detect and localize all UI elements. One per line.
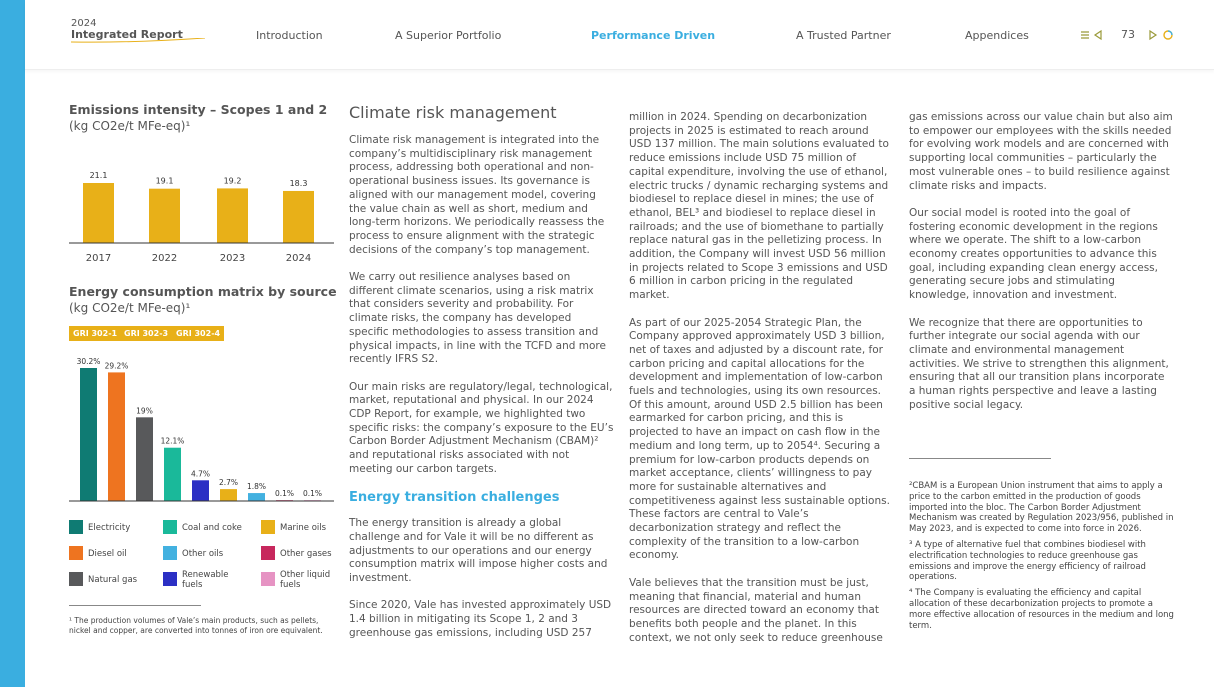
paragraph: Climate risk management is integrated into the company’s multidisciplinary risk management process, addressing both operational and non-operational business issues. Its governance is aligned with our management model, covering the value chain as well as short, medium and long-term horizons. We periodically reassess the process to ensure alignment with the strategic decisions of the company’s top management.: [349, 134, 605, 256]
nav-performance-driven[interactable]: Performance Driven: [591, 29, 716, 42]
paragraph: Our main risks are regulatory/legal, technological, market, reputational and physical. In our 2024 CDP Report, for example, we highlighted two specific risks: the company’s exposure to the EU’s Carbon Border Adjustment Mechanism (CBAM)² and reputational risks associated with not meeting our carbon targets.: [349, 380, 614, 475]
legend-label-other-gases: Other gases: [280, 549, 332, 559]
emissions-intensity-chart: [60, 160, 345, 270]
energy-value-label: 30.2%: [76, 357, 101, 366]
paragraph: As part of our 2025-2054 Strategic Plan, the Company approved approximately USD 3 billion, net of taxes and adjusted by a discount rate, for carbon pricing and capital allocations for the development and implementation of low-carbon fuels and technologies, using its own resources. Of this amount, around USD 2.5 billion has been earmarked for carbon pricing, and this is projected to have an impact on cash flow in the medium and long term, up to 2054⁴. Securing a premium for low-carbon products depends on market acceptance, clients’ willingness to pay more for sustainable alternatives and competitiveness against less sustainable options. These factors are central to Vale’s decarbonization strategy and reflect the complexity of the transition to a low-carbon economy.: [629, 316, 890, 562]
energy-bar-natural-gas: [136, 417, 153, 501]
gri-badge-302-3: GRI 302-3: [120, 326, 172, 341]
paragraph: The energy transition is already a global challenge and for Vale it will be no different as adjustments to our operations and our energy consumption matrix will impose higher costs and investment.: [349, 517, 608, 585]
article-column-3: [909, 111, 1174, 426]
subheading-energy-transition: Energy transition challenges: [349, 490, 560, 506]
legend-label-diesel: Diesel oil: [88, 549, 127, 559]
energy-chart-title: Energy consumption matrix by source: [69, 284, 337, 299]
paragraph: million in 2024. Spending on decarbonization projects in 2025 is estimated to reach around USD 137 million. The main solutions evaluated to reduce emissions include USD 75 million of capital expenditure, involving the use of ethanol, electric trucks / dynamic recharging systems and biodiesel to replace diesel in mines; the use of ethanol, BEL³ and biodiesel to replace diesel in railroads; and the use of biomethane to partially replace natural gas in the pelletizing process. In addition, the Company will invest USD 56 million in projects related to Scope 3 emissions and USD 6 million in carbon pricing in the regulated market.: [629, 111, 889, 302]
nav-superior-portfolio[interactable]: A Superior Portfolio: [395, 29, 502, 42]
legend-swatch-other-gases: [261, 546, 275, 560]
report-name: Integrated Report: [71, 28, 183, 41]
emissions-category-label: 2017: [85, 253, 112, 264]
article-column-2: [629, 111, 894, 659]
energy-value-label: 4.7%: [190, 469, 211, 479]
nav-appendices[interactable]: Appendices: [965, 29, 1029, 42]
legend-label-electricity: Electricity: [88, 523, 131, 533]
legend-swatch-other-liquid: [261, 572, 275, 586]
footnote-divider: [69, 605, 201, 606]
emissions-category-label: 2023: [219, 253, 246, 264]
report-logo[interactable]: [71, 18, 183, 41]
emissions-chart-title: Emissions intensity – Scopes 1 and 2: [69, 102, 328, 117]
gri-badge-302-1: GRI 302-1: [69, 326, 121, 341]
emissions-value-label: 19.1: [155, 176, 174, 186]
legend-swatch-natural-gas: [69, 572, 83, 586]
energy-bar-electricity: [80, 368, 97, 501]
energy-bar-other-oils: [248, 493, 265, 501]
footnote-2: ²CBAM is a European Union instrument that aims to apply a price to the carbon emitted in the production of goods imported into the bloc. The Carbon Border Adjustment Mechanism was created by Regulation 2023/956, published in May 2023, and is expected to come into force in 2026.: [909, 481, 1174, 535]
footnote-divider-right: [909, 458, 1051, 459]
energy-bar-diesel-oil: [108, 372, 125, 501]
menu-icon[interactable]: [1079, 29, 1091, 41]
emissions-bar-2024: [283, 191, 314, 243]
home-icon[interactable]: [1162, 29, 1174, 41]
energy-bar-marine-oils: [220, 489, 237, 501]
energy-value-label: 19%: [136, 406, 153, 416]
legend-swatch-coal: [163, 520, 177, 534]
paragraph: Since 2020, Vale has invested approximately USD 1.4 billion in mitigating its Scope 1, 2 and 3 greenhouse gas emissions, including USD 257: [349, 599, 612, 639]
energy-value-label: 2.7%: [218, 478, 239, 488]
emissions-category-label: 2024: [285, 253, 312, 264]
emissions-category-label: 2022: [151, 253, 178, 264]
gri-badge-302-4: GRI 302-4: [172, 326, 224, 341]
top-navigation-bar: [25, 0, 1214, 70]
emissions-bar-2022: [149, 189, 180, 243]
article-column-1: [349, 103, 614, 654]
emissions-bar-2023: [217, 188, 248, 243]
emissions-value-label: 18.3: [289, 178, 308, 188]
paragraph: Vale believes that the transition must be just, meaning that financial, material and human resources are directed toward an economy that benefits both people and the planet. In this context, we not only seek to reduce greenhouse: [629, 576, 883, 644]
paragraph: We carry out resilience analyses based on different climate scenarios, using a risk matrix that considers severity and probability. For climate risks, the company has developed specific methodologies to assess transition and physical impacts, in line with the TCFD and more recently IFRS S2.: [349, 271, 606, 366]
article-footnotes: [909, 481, 1177, 636]
footnote-1: ¹ The production volumes of Vale’s main products, such as pellets, nickel and copper, are converted into tonnes of iron ore equivalent.: [69, 616, 323, 635]
legend-label-marine-oils: Marine oils: [280, 523, 327, 533]
legend-swatch-diesel: [69, 546, 83, 560]
paragraph: We recognize that there are opportunities to further integrate our social agenda with our climate and environmental management activities. We strive to strengthen this alignment, ensuring that all our transition plans incorporate a human rights perspective and leave a lasting positive social legacy.: [909, 316, 1169, 411]
energy-value-label: 12.1%: [160, 436, 185, 446]
legend-label-coal: Coal and coke: [182, 523, 242, 533]
emissions-chart-subtitle: (kg CO2e/t MFe-eq)¹: [69, 119, 191, 133]
legend-swatch-other-oils: [163, 546, 177, 560]
page-number: 73: [1121, 28, 1135, 41]
nav-introduction[interactable]: Introduction: [256, 29, 323, 42]
legend-label-renewable: Renewable fuels: [182, 570, 229, 590]
emissions-bar-2017: [83, 183, 114, 243]
legend-label-other-liquid: Other liquid fuels: [280, 570, 331, 590]
left-accent-bar: [0, 0, 25, 687]
article-title: Climate risk management: [349, 103, 557, 122]
logo-swoosh-icon: [71, 38, 205, 44]
energy-consumption-chart: [60, 352, 345, 507]
paragraph: gas emissions across our value chain but also aim to empower our employees with the skills needed for evolving work models and are concerned with supporting local communities – particularly the most vulnerable ones – to build resilience against climate risks and impacts.: [909, 111, 1173, 192]
legend-swatch-renewable: [163, 572, 177, 586]
energy-value-label: 1.8%: [246, 482, 267, 492]
previous-page-icon[interactable]: [1092, 29, 1104, 41]
report-year: 2024: [71, 18, 97, 29]
legend-label-natural-gas: Natural gas: [88, 575, 138, 585]
emissions-value-label: 21.1: [89, 171, 108, 180]
paragraph: Our social model is rooted into the goal of fostering economic development in the regions where we operate. The shift to a low-carbon economy creates opportunities to advance this goal, including expanding clean energy access, generating secure jobs and stimulating knowledge, innovation and investment.: [909, 206, 1158, 302]
nav-trusted-partner[interactable]: A Trusted Partner: [796, 29, 891, 42]
footnote-3: ³ A type of alternative fuel that combines biodiesel with electrification technologies to reduce greenhouse gas emissions and improve the energy efficiency of railroad operations.: [909, 539, 1146, 583]
energy-value-label: 29.2%: [104, 361, 129, 371]
next-page-icon[interactable]: [1147, 29, 1159, 41]
legend-swatch-marine-oils: [261, 520, 275, 534]
energy-chart-subtitle: (kg CO2e/t MFe-eq)¹: [69, 301, 191, 315]
legend-swatch-electricity: [69, 520, 83, 534]
energy-bar-coal-and-coke: [164, 448, 181, 501]
energy-value-label: 0.1%: [274, 489, 295, 499]
legend-label-other-oils: Other oils: [182, 549, 224, 559]
footnote-4: ⁴ The Company is evaluating the efficiency and capital allocation of these decarbonization projects to promote a more effective allocation of resources in the medium and long term.: [909, 588, 1174, 631]
emissions-value-label: 19.2: [223, 176, 242, 186]
energy-bar-renewable-fuels: [192, 480, 209, 501]
energy-value-label: 0.1%: [302, 489, 323, 499]
